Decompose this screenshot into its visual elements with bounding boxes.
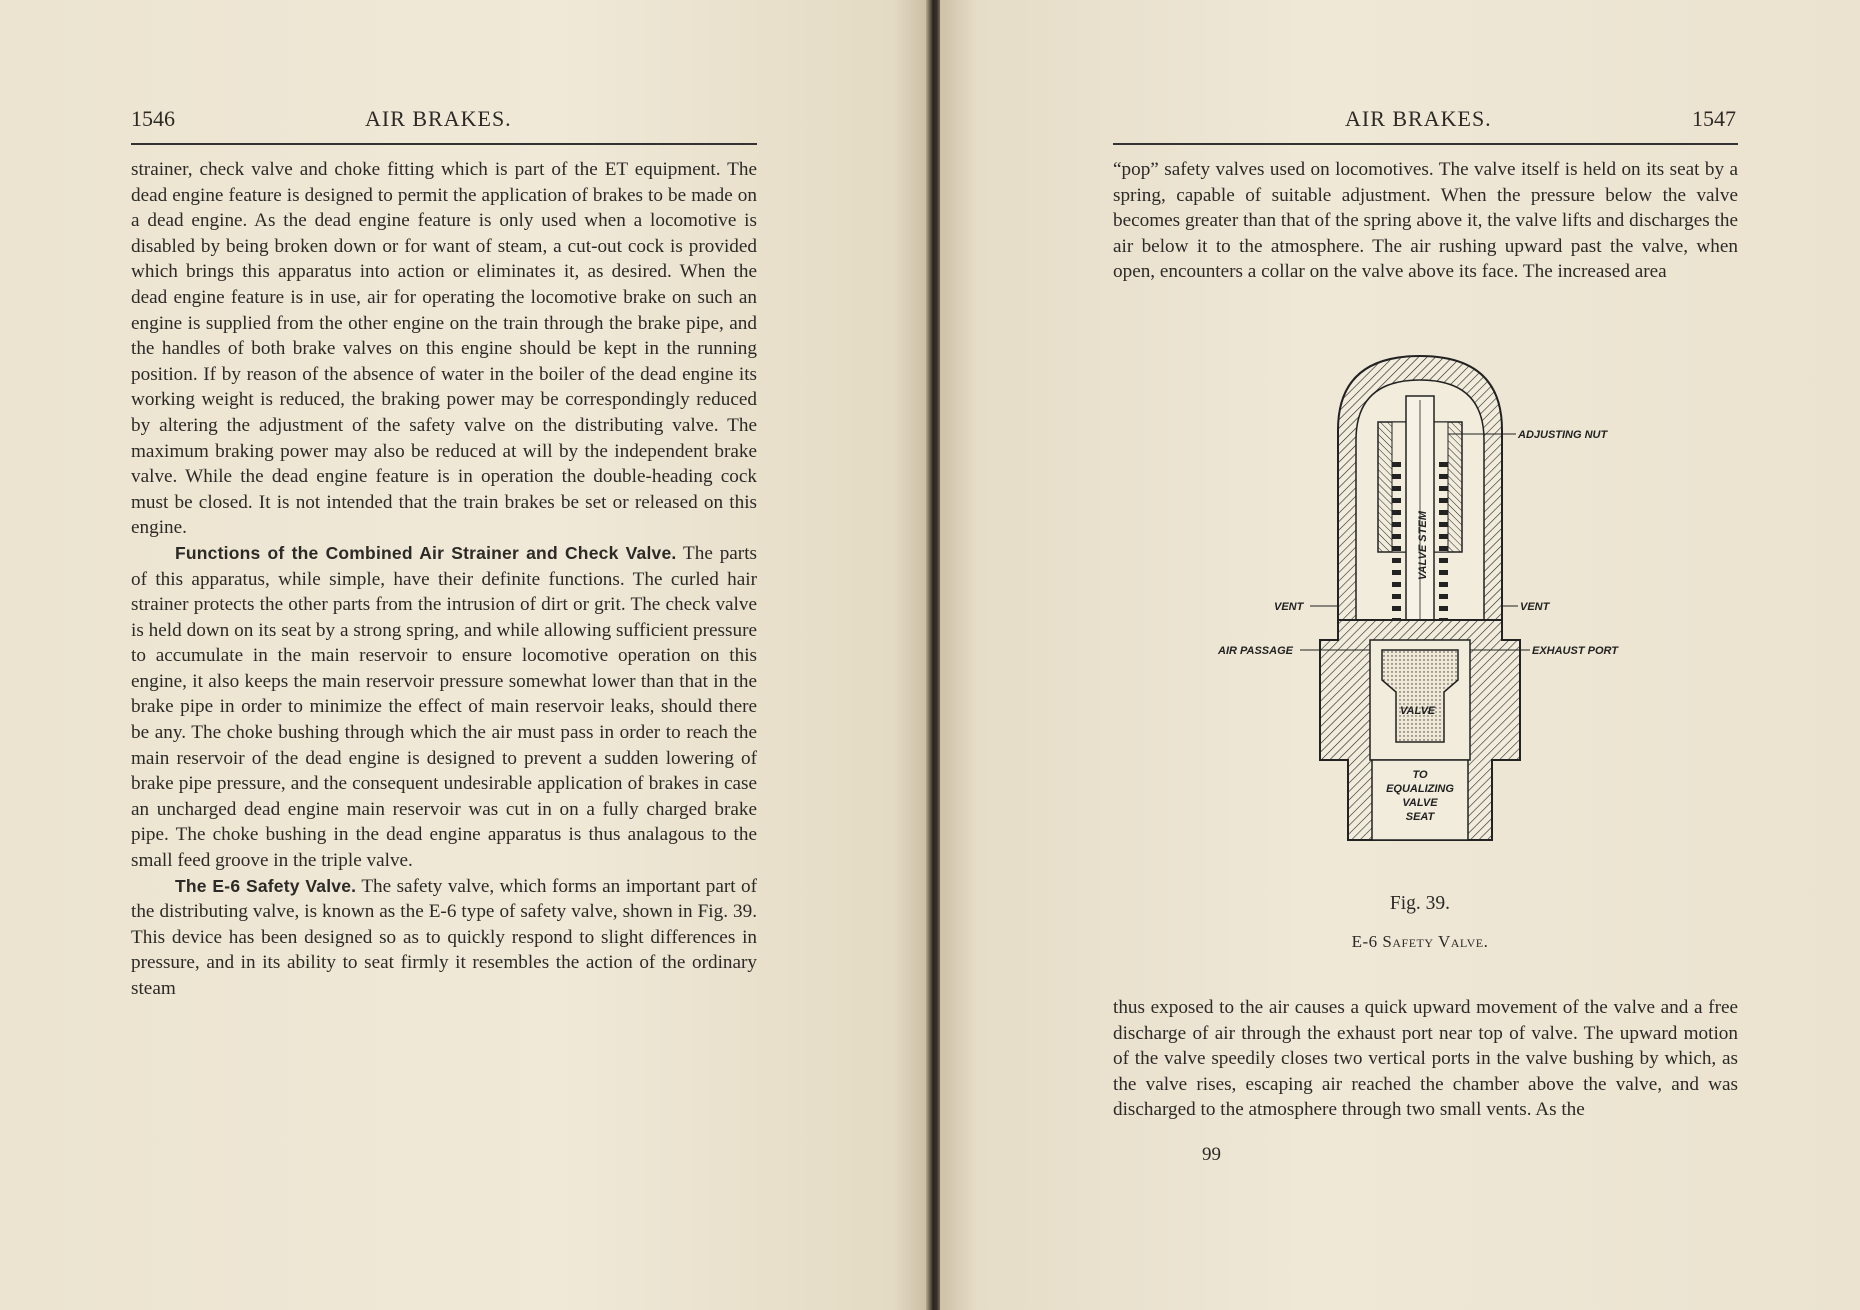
left-running-title: AIR BRAKES. [365, 106, 512, 131]
section2-text: The safety valve, which forms an important part of the distributing valve, is known as the E-6 type of safety valve, shown in Fig. 39. This device has been designed so as to quickly respond to slight differences in pressure, and in its ability to seat firmly it resembles the action of the ordinary steam [131, 875, 757, 999]
e6-safety-valve-diagram [1218, 350, 1618, 890]
label-valve: VALVE [1400, 705, 1436, 717]
right-bottom-text: thus exposed to the air causes a quick upward movement of the valve and a free discharge of air through the exhaust port near top of valve. The upward motion of the valve speedily closes two vertical ports in the valve bushing by which, as the valve rises, escaping air reached the chamber above the valve, and was discharged to the atmosphere through two small vents. As the [1113, 997, 1738, 1121]
right-header-rule [1113, 143, 1738, 145]
label-equalizing: EQUALIZING [1386, 783, 1454, 795]
section1-text: The parts of this apparatus, while simple, have their definite functions. The curled hair strainer protects the other parts from the intrusion of dirt or grit. The check valve is held down on its seat by a strong spring, and while allowing sufficient pressure to accumulate in the main reservoir to ensure locomotive operation on this engine, it also keeps the main reservoir pressure somewhat lower than that in the brake pipe in order to minimize the effect of main reservoir leaks, should there be any. The choke bushing through which the air must pass in order to reach the main reservoir of the dead engine is designed to prevent a sudden lowering of brake pipe pressure, and the consequent undesirable application of brakes in case an uncharged dead engine main reservoir was cut in on a fully charged brake pipe. The choke bushing in the dead engine apparatus is thus analagous to the small feed groove in the triple valve. [131, 542, 757, 872]
label-vent-left: VENT [1274, 601, 1304, 613]
right-top-text: “pop” safety valves used on locomotives. The valve itself is held on its seat by a spring, capable of suitable adjustment. When the pressure below the valve becomes greater than that of the spring above it, the valve lifts and discharges the air below it to the atmosphere. The air rushing upward past the valve, when open, encounters a collar on the valve above its face. The increased area [1113, 159, 1738, 283]
section1-heading: Functions of the Combined Air Strainer and Check Valve. [175, 542, 677, 563]
label-air-passage: AIR PASSAGE [1218, 645, 1293, 657]
label-adjusting-nut: ADJUSTING NUT [1518, 429, 1608, 441]
section-e6-safety-valve [131, 874, 757, 1002]
right-running-title: AIR BRAKES. [1345, 106, 1492, 131]
left-paragraph-1: strainer, check valve and choke fitting which is part of the ET equipment. The dead engine feature is designed to permit the application of brakes to be made on a dead engine. As the dead engine feature is only used when a locomotive is disabled by being broken down or for want of steam, a cut-out cock is provided which brings this apparatus into action or eliminates it, as desired. When the dead engine feature is in use, air for operating the locomotive brake on such an engine is supplied from the other engine on the train through the brake pipe, and the handles of both brake valves on this engine should be kept in the running position. If by reason of the absence of water in the boiler of the dead engine its working weight is reduced, the braking power may be correspondingly reduced by altering the adjustment of the safety valve on the distributing valve. The maximum braking power may also be reduced at will by the independent brake valve. While the dead engine feature is in operation the double-heading cock must be closed. It is not intended that the train brakes be set or released on this engine. [131, 159, 757, 539]
label-valve-2: VALVE [1402, 797, 1438, 809]
left-page-number: 1546 [131, 106, 175, 131]
section-combined-strainer [131, 541, 757, 874]
label-vent-right: VENT [1520, 601, 1550, 613]
left-body [131, 157, 757, 1002]
figure-number: Fig. 39. [1389, 893, 1451, 914]
label-to: TO [1412, 769, 1428, 781]
label-exhaust-port: EXHAUST PORT [1532, 645, 1618, 657]
label-valve-stem: VALVE STEM [1417, 511, 1429, 580]
section2-heading: The E-6 Safety Valve. [175, 875, 357, 896]
signature-mark: 99 [1202, 1144, 1221, 1165]
figure-caption: E-6 Safety Valve. [1351, 932, 1489, 951]
label-seat: SEAT [1405, 811, 1435, 823]
left-header-rule [131, 143, 757, 145]
right-page-number: 1547 [1692, 106, 1736, 131]
